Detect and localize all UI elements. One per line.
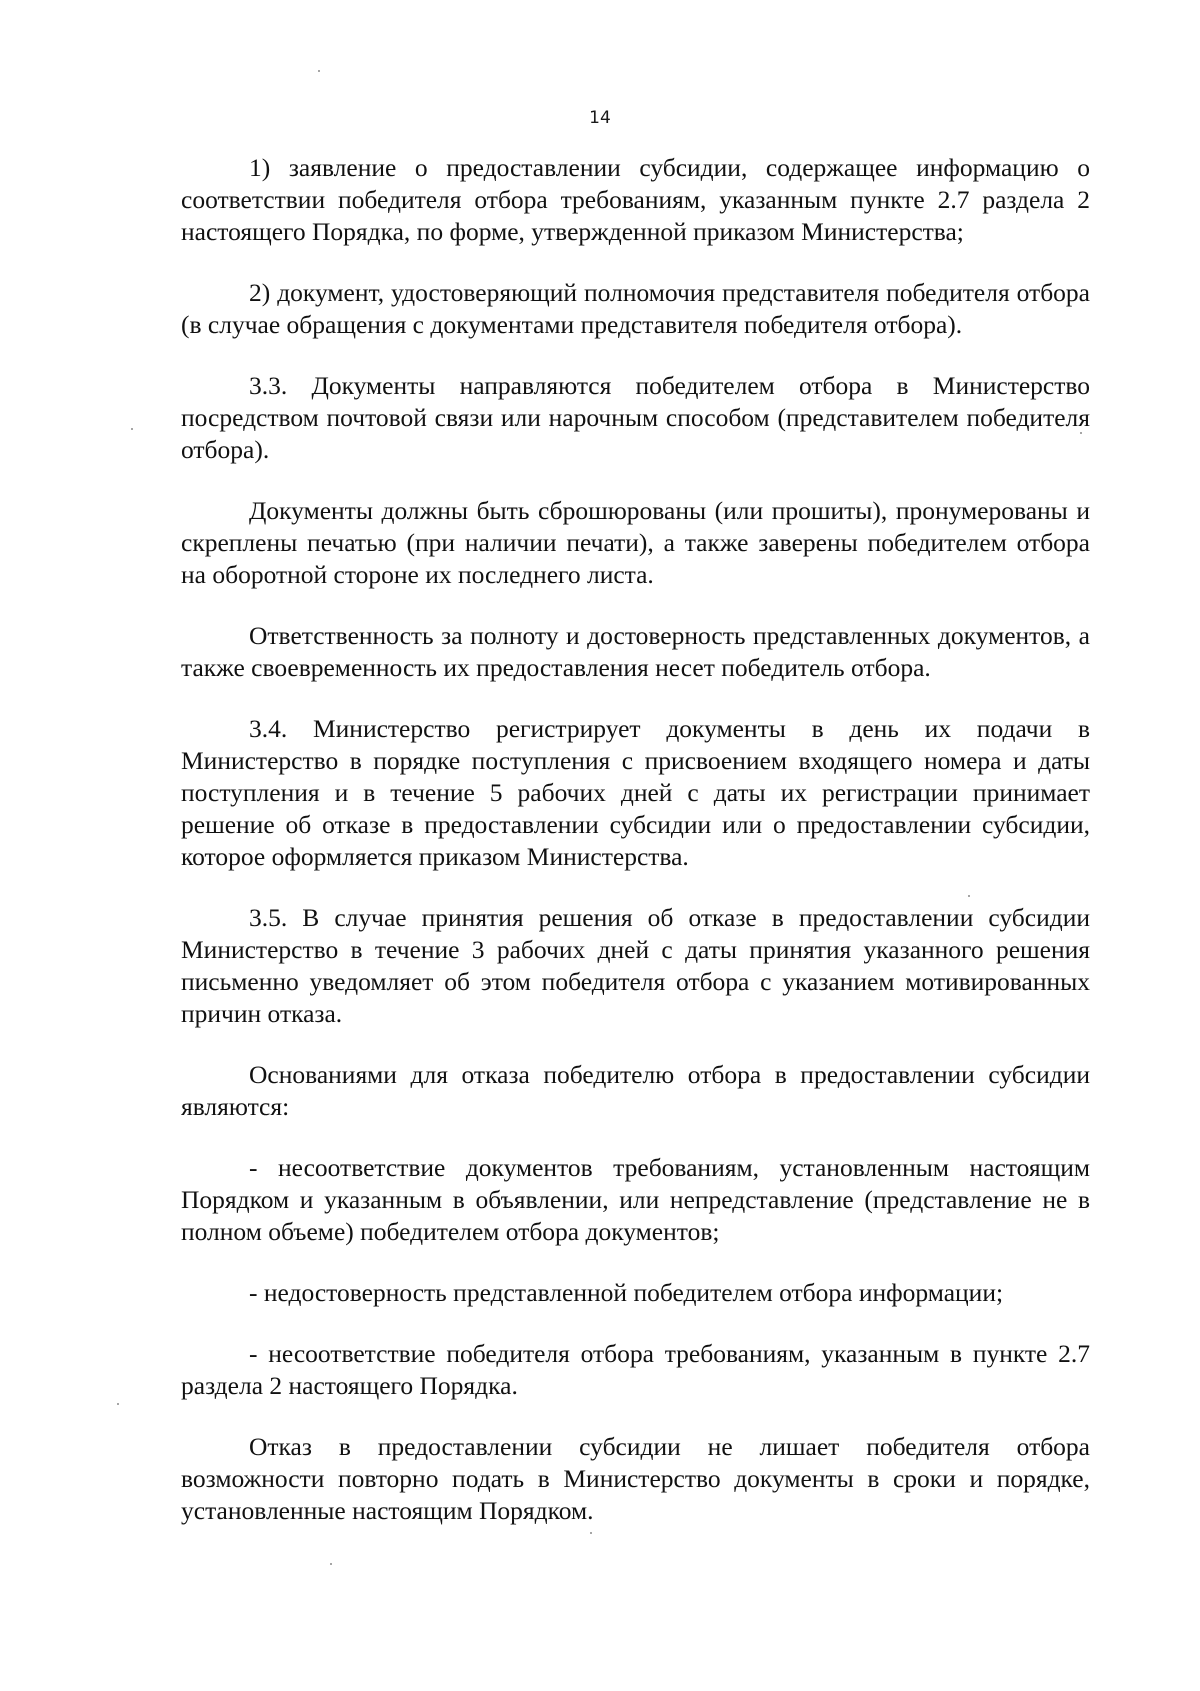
document-body [181, 152, 1090, 1556]
paragraph-refusal-grounds-intro: Основаниями для отказа победителю отбора в предоставлении субсидии являются: [181, 1060, 1090, 1121]
scan-speck [318, 70, 320, 72]
paragraph-application-item: 1) заявление о предоставлении субсидии, содержащее информацию о соответствии победителя отбора требованиям, указанным пункте 2.7 раздела 2 настоящего Порядка, по форме, утвержденной приказом Министерства; [181, 153, 1090, 246]
paragraph-refusal-no-bar: Отказ в предоставлении субсидии не лишает победителя отбора возможности повторно подать в Министерство документы в сроки и порядке, установленные настоящим Порядком. [181, 1432, 1090, 1525]
paragraph-clause-3-5: 3.5. В случае принятия решения об отказе в предоставлении субсидии Министерство в течение 3 рабочих дней с даты принятия указанного решения письменно уведомляет об этом победителя отбора с указанием мотивированных причин отказа. [181, 903, 1090, 1028]
paragraph-binding-requirements: Документы должны быть сброшюрованы (или прошиты), пронумерованы и скреплены печатью (при наличии печати), а также заверены победителем отбора на оборотной стороне их последнего листа. [181, 496, 1090, 589]
scan-speck [1080, 432, 1082, 434]
scan-speck [117, 1403, 119, 1405]
scan-speck [131, 428, 133, 430]
scan-speck [330, 1563, 332, 1565]
page-number: 14 [589, 108, 611, 128]
paragraph-clause-3-4: 3.4. Министерство регистрирует документы в день их подачи в Министерство в порядке поступления с присвоением входящего номера и даты поступления и в течение 5 рабочих дней с даты их регистрации принимает решение об отказе в предоставлении субсидии или о предоставлении субсидии, которое оформляется приказом Министерства. [181, 714, 1090, 871]
list-item-document-mismatch: - несоответствие документов требованиям, установленным настоящим Порядком и указанным в объявлении, или непредставление (представление не в полном объеме) победителем отбора документов; [181, 1153, 1090, 1246]
list-item-unreliable-information: - недостоверность представленной победителем отбора информации; [249, 1278, 1004, 1307]
scan-speck [590, 1532, 592, 1534]
paragraph-responsibility: Ответственность за полноту и достоверность представленных документов, а также своевременность их предоставления несет победитель отбора. [181, 621, 1090, 682]
paragraph-clause-3-3: 3.3. Документы направляются победителем отбора в Министерство посредством почтовой связи или нарочным способом (представителем победителя отбора). [181, 371, 1090, 464]
scan-speck [968, 895, 970, 897]
list-item-winner-mismatch: - несоответствие победителя отбора требованиям, указанным в пункте 2.7 раздела 2 настоящего Порядка. [181, 1339, 1090, 1400]
paragraph-authority-document-item: 2) документ, удостоверяющий полномочия представителя победителя отбора (в случае обращения с документами представителя победителя отбора). [181, 278, 1090, 339]
